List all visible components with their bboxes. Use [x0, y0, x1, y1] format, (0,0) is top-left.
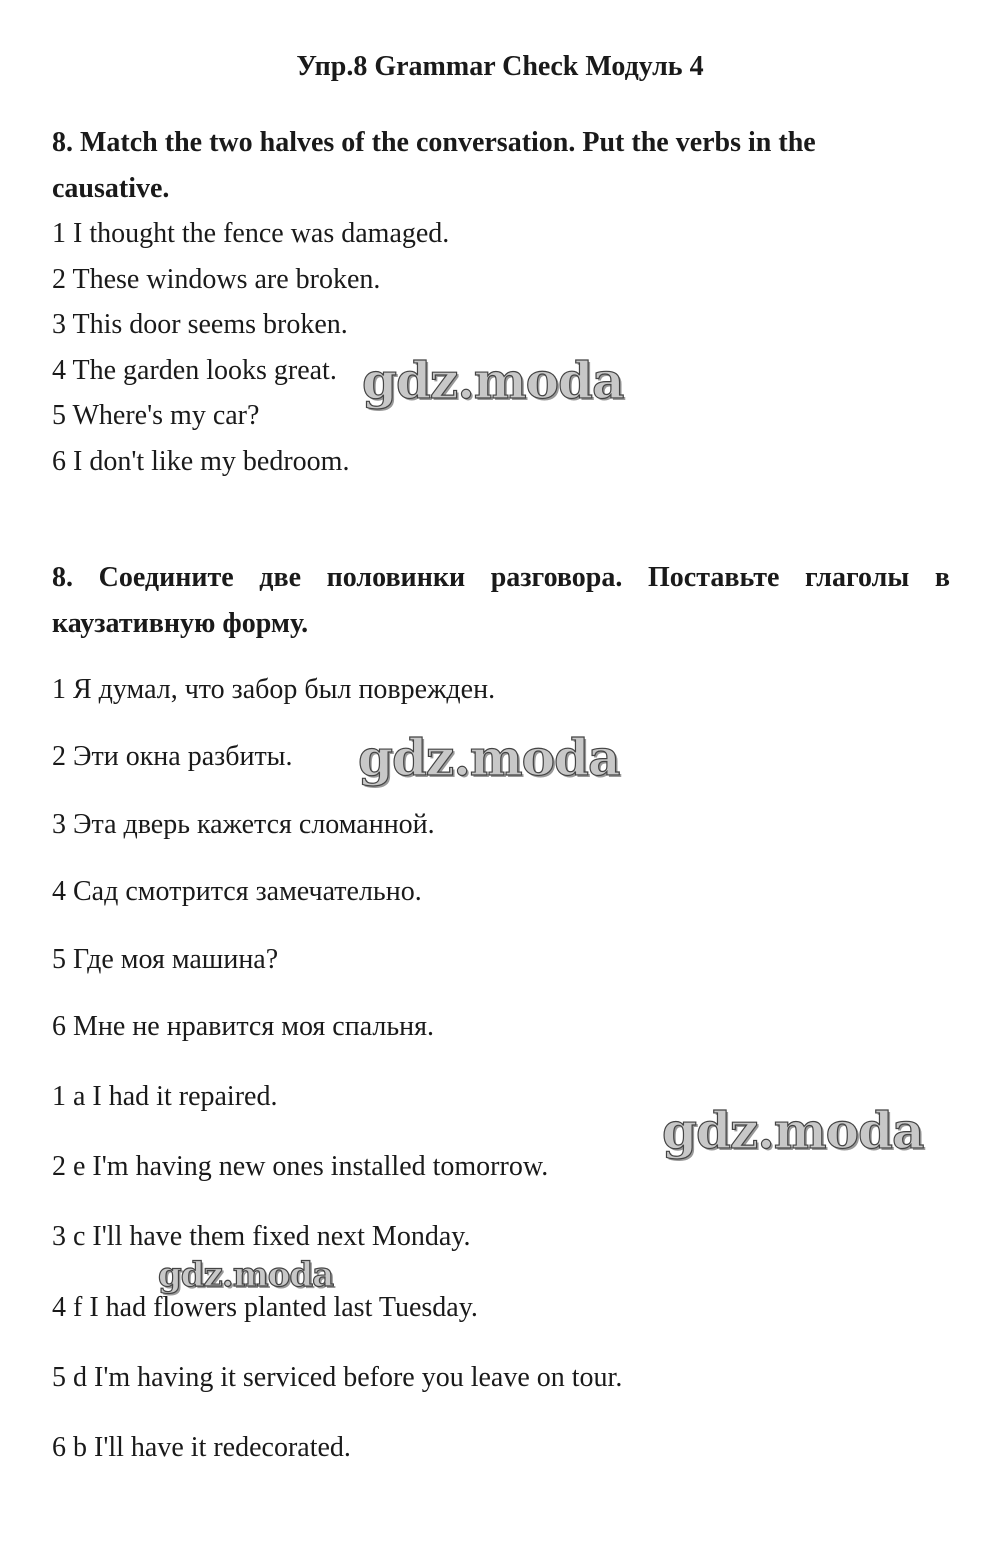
english-item: 2 These windows are broken.: [52, 264, 381, 295]
russian-instruction: 8. Соедините две половинки разговора. Поставьте глаголы в каузативную форму.: [52, 562, 950, 639]
watermark-logo: gdz.moda: [358, 728, 620, 787]
russian-item: 4 Сад смотрится замечательно.: [52, 876, 422, 907]
english-item: 6 I don't like my bedroom.: [52, 446, 350, 477]
answer-item: 5 d I'm having it serviced before you leave on tour.: [52, 1362, 623, 1393]
russian-item: 5 Где моя машина?: [52, 944, 279, 975]
russian-item: 1 Я думал, что забор был поврежден.: [52, 674, 496, 705]
answer-item: 3 c I'll have them fixed next Monday.: [52, 1221, 471, 1252]
english-instruction-cont: causative.: [52, 173, 170, 204]
english-item: 4 The garden looks great.: [52, 355, 337, 386]
english-item: 1 I thought the fence was damaged.: [52, 218, 450, 249]
answer-item: 4 f I had flowers planted last Tuesday.: [52, 1292, 478, 1323]
answer-item: 6 b I'll have it redecorated.: [52, 1432, 351, 1463]
watermark-logo: gdz.moda: [362, 351, 624, 410]
english-instruction: 8. Match the two halves of the conversation. Put the verbs in the: [52, 127, 816, 158]
russian-item: 6 Мне не нравится моя спальня.: [52, 1011, 434, 1042]
page-title: Упр.8 Grammar Check Модуль 4: [296, 51, 704, 82]
answer-item: 2 e I'm having new ones installed tomorrow.: [52, 1151, 549, 1182]
english-item: 5 Where's my car?: [52, 400, 260, 431]
watermark-logo: gdz.moda: [158, 1255, 334, 1295]
watermark-logo: gdz.moda: [662, 1101, 924, 1160]
russian-item: 3 Эта дверь кажется сломанной.: [52, 809, 435, 840]
russian-item: 2 Эти окна разбиты.: [52, 741, 293, 772]
answer-item: 1 a I had it repaired.: [52, 1081, 278, 1112]
english-item: 3 This door seems broken.: [52, 309, 348, 340]
